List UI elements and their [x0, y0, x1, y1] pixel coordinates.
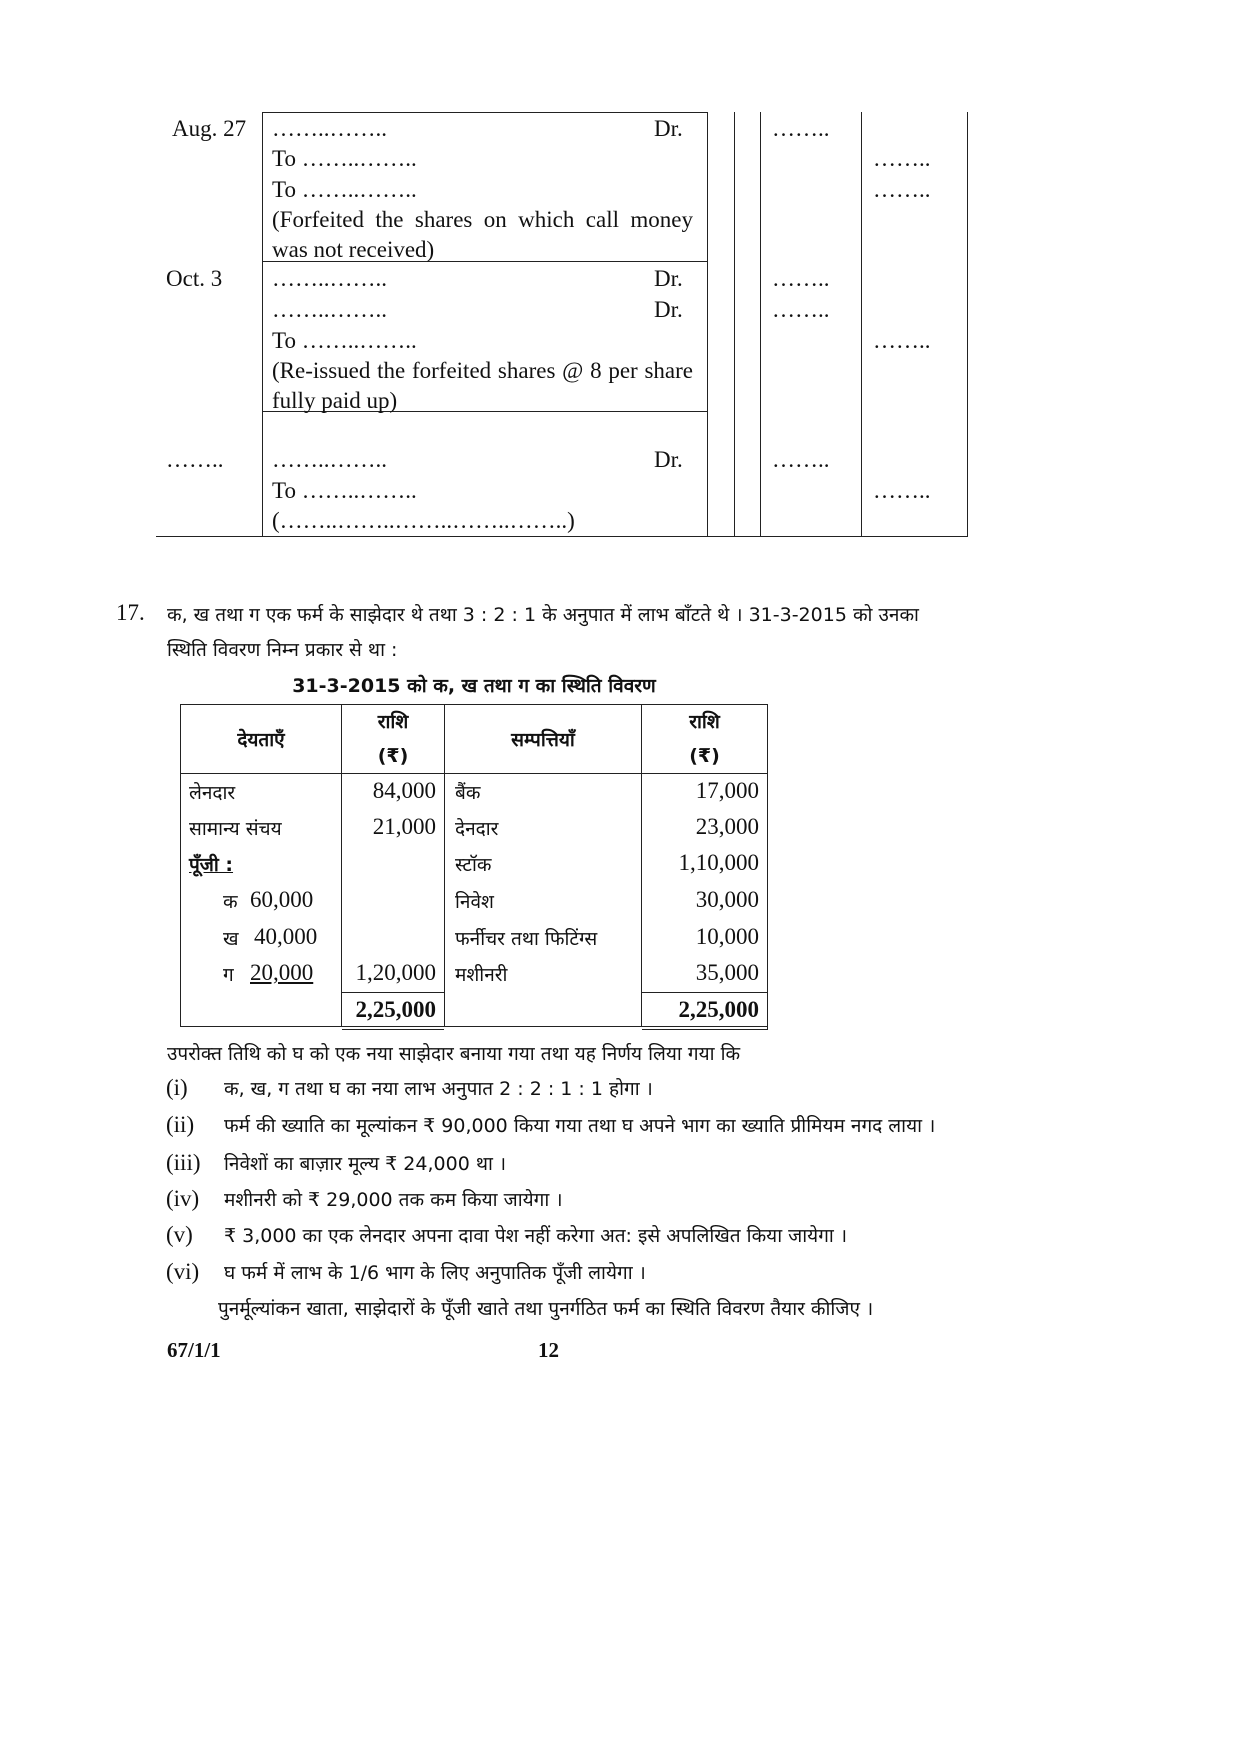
liability-value: 84,000	[372, 778, 436, 803]
question-instruction: पुनर्मूल्यांकन खाता, साझेदारों के पूँजी खाते तथा पुनर्गठित फर्म का स्थिति विवरण तैयार कीजिए ।	[218, 1298, 874, 1320]
header-amount: राशि	[377, 711, 409, 733]
asset-label: फर्नीचर तथा फिटिंग्स	[455, 928, 598, 950]
balance-sheet-title: 31-3-2015 को क, ख तथा ग का स्थिति विवरण	[292, 675, 656, 697]
question-intro-line2: स्थिति विवरण निम्न प्रकार से था :	[167, 639, 398, 661]
journal-date: Aug. 27	[172, 116, 247, 141]
capital-heading: पूँजी :	[189, 854, 234, 876]
journal-debit: ……..	[772, 116, 830, 141]
capital-partner-name: ग	[223, 964, 234, 986]
after-balance-sheet-text: उपरोक्त तिथि को घ को एक नया साझेदार बनाया गया तथा यह निर्णय लिया गया कि	[167, 1043, 741, 1065]
asset-label: निवेश	[455, 891, 494, 913]
journal-narration: (Forfeited the shares on which call money was not received)	[272, 207, 693, 262]
condition-item	[166, 1222, 1066, 1248]
capital-partner-value: 60,000	[250, 887, 314, 912]
page-number: 12	[538, 1338, 559, 1362]
asset-label: स्टॉक	[455, 854, 492, 876]
condition-item	[166, 1259, 1066, 1285]
condition-text: निवेशों का बाज़ार मूल्य ₹ 24,000 था ।	[224, 1153, 507, 1175]
journal-particular: To ……..……..	[272, 177, 417, 202]
paper-code: 67/1/1	[167, 1338, 221, 1362]
condition-number: (iv)	[166, 1186, 200, 1211]
condition-text: मशीनरी को ₹ 29,000 तक कम किया जायेगा ।	[224, 1189, 563, 1211]
journal-credit: ……..	[873, 146, 931, 171]
journal-narration: (……..……..……..……..……..)	[272, 508, 575, 533]
condition-number: (ii)	[166, 1112, 195, 1137]
liability-label: सामान्य संचय	[189, 818, 282, 840]
journal-dr-mark: Dr.	[654, 447, 683, 472]
journal-credit: ……..	[873, 177, 931, 202]
question-intro-line1: क, ख तथा ग एक फर्म के साझेदार थे तथा 3 : 2 : 1 के अनुपात में लाभ बाँटते थे । 31-3-2015 को उनका	[167, 604, 919, 626]
condition-item	[166, 1186, 1066, 1212]
journal-dr-mark: Dr.	[654, 266, 683, 291]
journal-particular: ……..……..	[272, 266, 387, 291]
header-amount: राशि	[689, 711, 720, 733]
question-number: 17.	[116, 600, 145, 625]
condition-item	[166, 1075, 1066, 1101]
condition-number: (iii)	[166, 1150, 201, 1175]
capital-partner-name: ख	[223, 928, 239, 950]
journal-debit: ……..	[772, 447, 830, 472]
asset-value: 10,000	[695, 924, 759, 949]
capital-total: 1,20,000	[355, 960, 436, 985]
journal-particular: ……..……..	[272, 116, 387, 141]
liability-value: 21,000	[372, 814, 436, 839]
journal-particular: To ……..……..	[272, 328, 417, 353]
condition-item	[166, 1112, 1066, 1138]
condition-number: (v)	[166, 1222, 193, 1247]
condition-text: क, ख, ग तथा घ का नया लाभ अनुपात 2 : 2 : 1 : 1 होगा ।	[224, 1078, 653, 1100]
condition-number: (i)	[166, 1075, 188, 1100]
journal-dr-mark: Dr.	[654, 116, 683, 141]
header-liabilities: देयताएँ	[237, 729, 285, 751]
journal-particular: To ……..……..	[272, 478, 417, 503]
condition-text: ₹ 3,000 का एक लेनदार अपना दावा पेश नहीं करेगा अत: इसे अपलिखित किया जायेगा ।	[224, 1225, 848, 1247]
journal-dr-mark: Dr.	[654, 297, 683, 322]
capital-partner-value: 40,000	[254, 924, 318, 949]
journal-date: ……..	[166, 447, 224, 472]
asset-label: बैंक	[455, 782, 481, 804]
journal-debit: ……..	[772, 297, 830, 322]
header-currency: (₹)	[689, 745, 720, 767]
journal-debit: ……..	[772, 266, 830, 291]
journal-narration: (Re-issued the forfeited shares @ 8 per share fully paid up)	[272, 358, 693, 413]
journal-date: Oct. 3	[166, 266, 223, 291]
journal-particular: To ……..……..	[272, 146, 417, 171]
asset-value: 35,000	[695, 960, 759, 985]
journal-particular: ……..……..	[272, 447, 387, 472]
condition-text: घ फर्म में लाभ के 1/6 भाग के लिए अनुपातिक पूँजी लायेगा ।	[224, 1262, 646, 1284]
condition-number: (vi)	[166, 1259, 200, 1284]
capital-partner-name: क	[223, 891, 238, 913]
condition-text: फर्म की ख्याति का मूल्यांकन ₹ 90,000 किया गया तथा घ अपने भाग का ख्याति प्रीमियम नगद लाया ।	[224, 1115, 936, 1137]
condition-item	[166, 1150, 1066, 1176]
asset-label: मशीनरी	[455, 964, 508, 986]
asset-value: 23,000	[695, 814, 759, 839]
header-assets: सम्पत्तियाँ	[511, 729, 575, 751]
journal-credit: ……..	[873, 328, 931, 353]
journal-credit: ……..	[873, 478, 931, 503]
capital-partner-value: 20,000	[250, 960, 314, 985]
asset-value: 30,000	[695, 887, 759, 912]
liability-label: लेनदार	[189, 782, 236, 804]
header-currency: (₹)	[377, 745, 409, 767]
asset-label: देनदार	[455, 818, 499, 840]
asset-value: 1,10,000	[678, 850, 759, 875]
total-liabilities: 2,25,000	[355, 997, 436, 1022]
total-assets: 2,25,000	[678, 997, 759, 1022]
asset-value: 17,000	[695, 778, 759, 803]
journal-particular: ……..……..	[272, 297, 387, 322]
